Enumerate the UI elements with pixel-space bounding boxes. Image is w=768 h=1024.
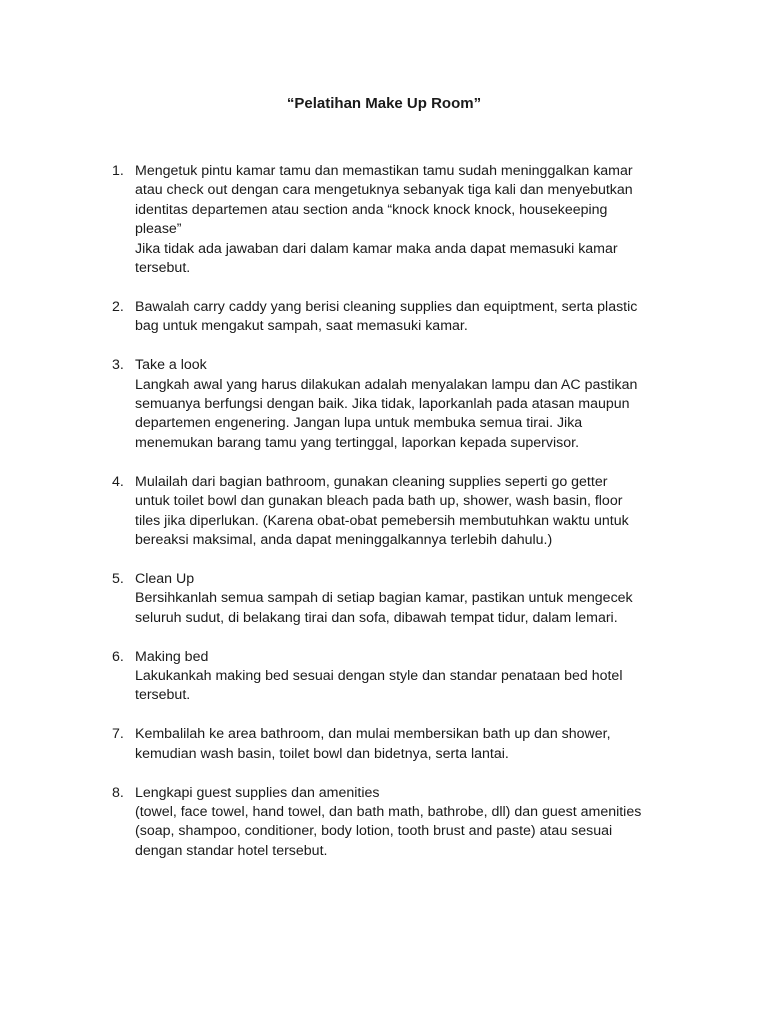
list-item-number: 6. xyxy=(112,648,124,665)
text-line: semuanya berfungsi dengan baik. Jika tidak, laporkanlah pada atasan maupun xyxy=(135,396,630,413)
text-line: dengan standar hotel tersebut. xyxy=(135,842,328,859)
list-item xyxy=(112,725,682,764)
text-line: tiles jika diperlukan. (Karena obat-obat pemebersih membutuhkan waktu untuk xyxy=(135,512,629,529)
text-line: Lengkapi guest supplies dan amenities xyxy=(135,784,380,801)
text-line: Clean Up xyxy=(135,570,195,587)
list-item-text xyxy=(135,570,682,628)
steps-list xyxy=(112,162,682,881)
text-line: menemukan barang tamu yang tertinggal, laporkan kepada supervisor. xyxy=(135,434,580,451)
text-line: tersebut. xyxy=(135,687,191,704)
list-item xyxy=(112,473,682,551)
text-line: kemudian wash basin, toilet bowl dan bidetnya, serta lantai. xyxy=(135,745,509,762)
list-item-text xyxy=(135,648,682,706)
list-item-number: 8. xyxy=(112,784,124,801)
text-line: bereaksi maksimal, anda dapat meninggalkannya terlebih dahulu.) xyxy=(135,532,553,548)
text-line: Jika tidak ada jawaban dari dalam kamar maka anda dapat memasuki kamar xyxy=(135,240,618,257)
list-item-text xyxy=(135,356,682,453)
text-line: Lakukankah making bed sesuai dengan style dan standar penataan bed hotel xyxy=(135,668,623,685)
list-item xyxy=(112,570,682,628)
list-item-text xyxy=(135,784,682,862)
list-item xyxy=(112,162,682,278)
list-item-number: 4. xyxy=(112,473,124,490)
list-item-text xyxy=(135,725,682,764)
text-line: Mulailah dari bagian bathroom, gunakan cleaning supplies seperti go getter xyxy=(135,473,608,490)
document-title: “Pelatihan Make Up Room” xyxy=(286,95,482,112)
text-line: Kembalilah ke area bathroom, dan mulai membersikan bath up dan shower, xyxy=(135,726,611,743)
list-item xyxy=(112,784,682,862)
text-line: seluruh sudut, di belakang tirai dan sofa, dibawah tempat tidur, dalam lemari. xyxy=(135,609,618,626)
list-item-number: 7. xyxy=(112,726,124,743)
list-item xyxy=(112,356,682,453)
text-line: Langkah awal yang harus dilakukan adalah menyalakan lampu dan AC pastikan xyxy=(135,376,638,393)
list-item-number: 2. xyxy=(112,298,124,315)
text-line: bag untuk mengakut sampah, saat memasuki kamar. xyxy=(135,318,468,335)
list-item-text xyxy=(135,162,682,278)
list-item-text xyxy=(135,473,682,551)
list-item-text xyxy=(135,298,682,337)
list-item-number: 1. xyxy=(112,163,124,179)
list-item xyxy=(112,648,682,706)
text-line: Mengetuk pintu kamar tamu dan memastikan tamu sudah meninggalkan kamar xyxy=(135,163,633,179)
text-line: tersebut. xyxy=(135,260,191,277)
list-item xyxy=(112,298,682,337)
list-item-number: 3. xyxy=(112,357,124,374)
text-line: Bersihkanlah semua sampah di setiap bagian kamar, pastikan untuk mengecek xyxy=(135,590,633,607)
text-line: Bawalah carry caddy yang berisi cleaning supplies dan equiptment, serta plastic xyxy=(135,298,638,315)
text-line: (towel, face towel, hand towel, dan bath math, bathrobe, dll) dan guest amenities xyxy=(135,804,642,821)
text-line: departemen engenering. Jangan lupa untuk membuka semua tirai. Jika xyxy=(135,415,583,432)
text-line: Making bed xyxy=(135,648,209,665)
text-line: Take a look xyxy=(135,357,207,374)
text-line: atau check out dengan cara mengetuknya sebanyak tiga kali dan menyebutkan xyxy=(135,182,633,199)
text-line: (soap, shampoo, conditioner, body lotion, tooth brust and paste) atau sesuai xyxy=(135,823,613,840)
text-line: identitas departemen atau section anda “knock knock knock, housekeeping xyxy=(135,201,608,218)
text-line: untuk toilet bowl dan gunakan bleach pada bath up, shower, wash basin, floor xyxy=(135,493,623,510)
list-item-number: 5. xyxy=(112,570,124,587)
text-line: please” xyxy=(135,221,182,238)
